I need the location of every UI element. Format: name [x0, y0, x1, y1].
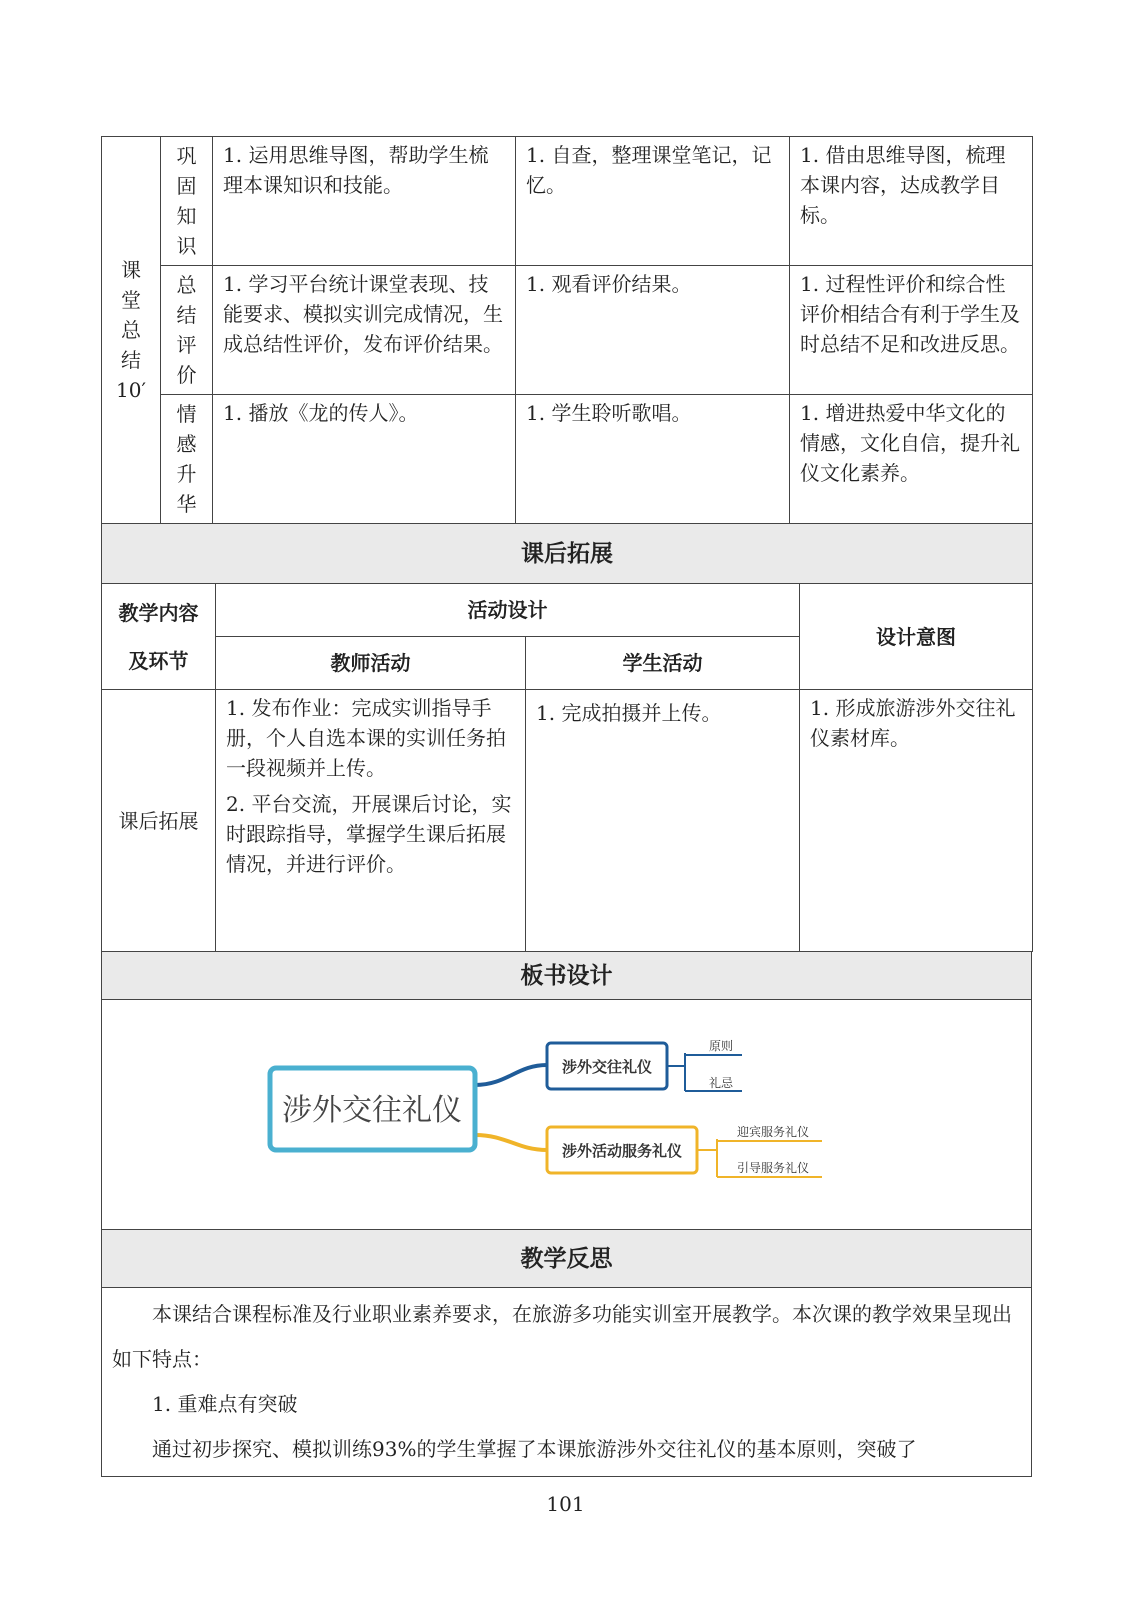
- leaf-reception: 迎宾服务礼仪: [736, 1124, 809, 1139]
- after-class-row: [102, 690, 1033, 952]
- phase-label: 总 结 评 价: [161, 266, 213, 395]
- teacher-activity: 1. 学习平台统计课堂表现、技能要求、模拟实训完成情况，生成总结性评价，发布评价结果。: [213, 266, 516, 395]
- leaf-guidance: 引导服务礼仪: [736, 1160, 809, 1175]
- summary-table: [101, 136, 1033, 524]
- header-teaching-content: 教学内容 及环节: [102, 584, 216, 690]
- reflection-paragraph-1: 本课结合课程标准及行业职业素养要求，在旅游多功能实训室开展教学。本次课的教学效果呈现出如下特点：: [112, 1302, 1012, 1371]
- student-activity: 1. 观看评价结果。: [516, 266, 790, 395]
- teacher-activity: [216, 690, 526, 952]
- stage-label-summary: 课 堂 总 结 10′: [102, 137, 161, 524]
- teacher-activity: 1. 运用思维导图，帮助学生梳理本课知识和技能。: [213, 137, 516, 266]
- design-intent: 1. 过程性评价和综合性评价相结合有利于学生及时总结不足和改进反思。: [790, 266, 1033, 395]
- after-class-table: [101, 523, 1033, 952]
- summary-row-consolidate: [102, 137, 1033, 266]
- teacher-item-2: 2. 平台交流，开展课后讨论，实时跟踪指导，掌握学生课后拓展情况，并进行评价。: [226, 792, 512, 876]
- branch1-fork: [667, 1053, 685, 1091]
- teacher-activity: 1. 播放《龙的传人》。: [213, 395, 516, 524]
- leaf-taboo: 礼忌: [708, 1075, 733, 1090]
- header-activity-design: 活动设计: [216, 584, 800, 637]
- section-title-board-design: 板书设计: [102, 952, 1032, 1000]
- student-activity: 1. 自查，整理课堂笔记，记忆。: [516, 137, 790, 266]
- leaf-principle: 原则: [708, 1038, 733, 1053]
- phase-label: 巩 固 知 识: [161, 137, 213, 266]
- design-intent: 1. 形成旅游涉外交往礼仪素材库。: [800, 690, 1033, 952]
- teacher-item-1: 1. 发布作业：完成实训指导手册，个人自选本课的实训任务拍一段视频并上传。: [226, 696, 506, 780]
- root-node-label: 涉外交往礼仪: [281, 1092, 462, 1128]
- branch1-label: 涉外交往礼仪: [561, 1057, 652, 1076]
- summary-row-evaluate: [102, 266, 1033, 395]
- design-intent: 1. 增进热爱中华文化的情感，文化自信，提升礼仪文化素养。: [790, 395, 1033, 524]
- header-design-intent: 设计意图: [800, 584, 1033, 690]
- design-intent: 1. 借由思维导图，梳理本课内容，达成教学目标。: [790, 137, 1033, 266]
- section-title-after-class: 课后拓展: [102, 524, 1033, 584]
- connector-branch1: [475, 1065, 547, 1085]
- page-number: 101: [546, 1492, 585, 1516]
- summary-row-emotion: [102, 395, 1033, 524]
- lesson-plan-sheet: [101, 136, 1032, 1477]
- reflection-body: [102, 1288, 1032, 1477]
- connector-branch2: [475, 1135, 547, 1150]
- student-activity: 1. 完成拍摄并上传。: [526, 690, 800, 952]
- student-activity: 1. 学生聆听歌唱。: [516, 395, 790, 524]
- reflection-heading-1: 1. 重难点有突破: [152, 1392, 298, 1416]
- reflection-paragraph-2: 通过初步探究、模拟训练93%的学生掌握了本课旅游涉外交往礼仪的基本原则，突破了: [152, 1437, 917, 1461]
- branch2-label: 涉外活动服务礼仪: [561, 1141, 682, 1160]
- mind-map: [267, 1035, 867, 1195]
- stage-label-after-class: 课后拓展: [102, 690, 216, 952]
- header-teacher-activity: 教师活动: [216, 637, 526, 690]
- branch2-fork: [697, 1139, 717, 1177]
- header-student-activity: 学生活动: [526, 637, 800, 690]
- mind-map-cell: [102, 1000, 1032, 1230]
- section-title-reflection: 教学反思: [102, 1230, 1032, 1288]
- board-design-table: [101, 951, 1032, 1477]
- phase-label: 情 感 升 华: [161, 395, 213, 524]
